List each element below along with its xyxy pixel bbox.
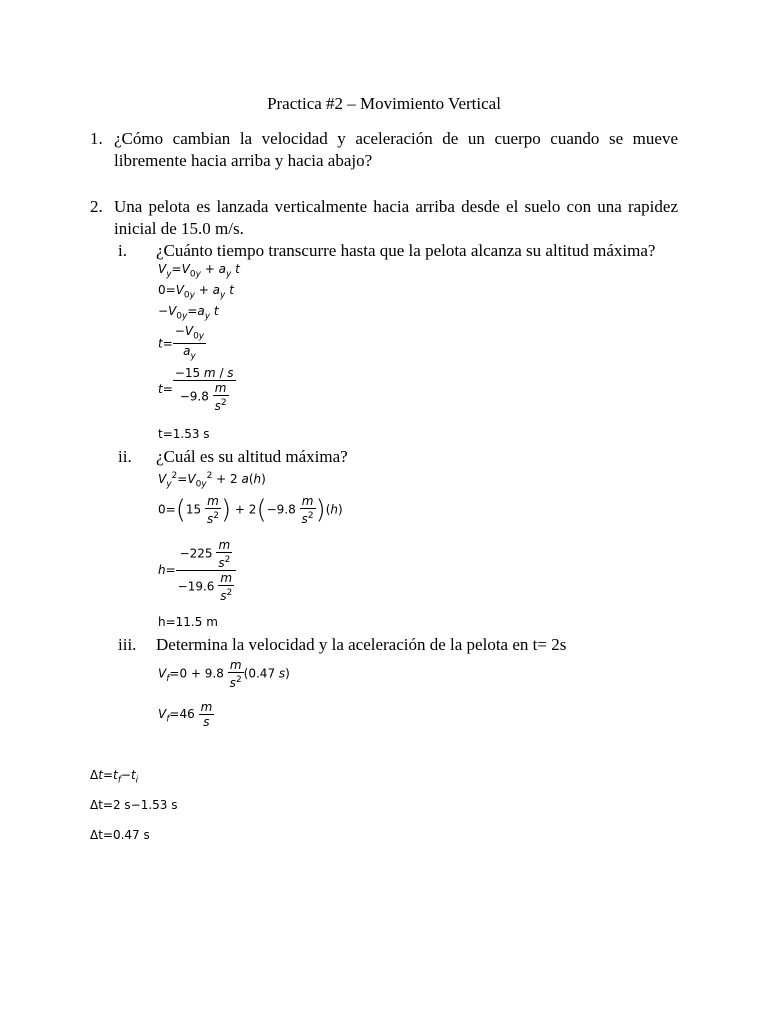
delta-line: $\Delta t=t_f-t_i$ — [90, 768, 139, 786]
equation-result: h=11.5 m — [158, 615, 218, 629]
velocity-value: 46 — [179, 707, 195, 721]
question-number: 1. — [90, 129, 103, 148]
subquestion-text: Determina la velocidad y la aceleración de la pelota en t= 2s — [156, 635, 567, 654]
page-title: Practica #2 – Movimiento Vertical — [267, 94, 501, 113]
equation-line: $V_f=46$ $\frac{m}{s}$ — [158, 700, 213, 729]
question-text: ¿Cómo cambian la velocidad y aceleración de un cuerpo cuando se mueve libremente hacia arriba y hacia abajo? — [114, 129, 678, 170]
subquestion-number: i. — [118, 241, 127, 260]
delta-line: Δt=0.47 s — [90, 828, 150, 842]
subquestion-text: ¿Cuál es su altitud máxima? — [156, 447, 348, 466]
equation-line: $V_y=V_{0y} + a_y$ t — [158, 262, 240, 280]
question-1 — [90, 128, 678, 172]
equation-line: $V_f=0 + 9.8$ $\frac{m}{s^2}$ (0.47 s) — [158, 658, 290, 690]
question-number: 2. — [90, 197, 103, 216]
equation-line: $0=V_{0y} + a_y$ t — [158, 283, 234, 301]
question-2 — [90, 196, 678, 240]
subquestion-number: ii. — [118, 447, 132, 466]
delta-line: Δt=2 s−1.53 s — [90, 798, 178, 812]
subquestion-i — [118, 240, 655, 262]
equation-line: t= $\frac{-V_{0y}}{a_y}$ — [158, 324, 205, 362]
subquestion-ii — [118, 446, 348, 468]
subquestion-number: iii. — [118, 635, 137, 654]
equation-result: t=1.53 s — [158, 427, 210, 441]
subquestion-iii — [118, 634, 566, 656]
equation-line: $-V_{0y}=a_y$ t — [158, 304, 219, 322]
equation-line: 0=(15 $\frac{m}{s^2}$ ) + 2(−9.8 $\frac{m}{s^2}$ )(h) — [158, 494, 343, 526]
subquestion-text: ¿Cuánto tiempo transcurre hasta que la pelota alcanza su altitud máxima? — [156, 241, 656, 260]
question-text: Una pelota es lanzada verticalmente hacia arriba desde el suelo con una rapidez inicial de 15.0 m/s. — [114, 197, 678, 238]
equation-line: $V_y^2=V_{0y}^2 + 2$ a(h) — [158, 471, 266, 490]
equation-line: h= −225 $\frac{m}{s^2}$ −19.6 $\frac{m}{s^2}$ — [158, 538, 236, 603]
equation-line: t= −15 m / s −9.8 $\frac{m}{s^2}$ — [158, 366, 234, 413]
